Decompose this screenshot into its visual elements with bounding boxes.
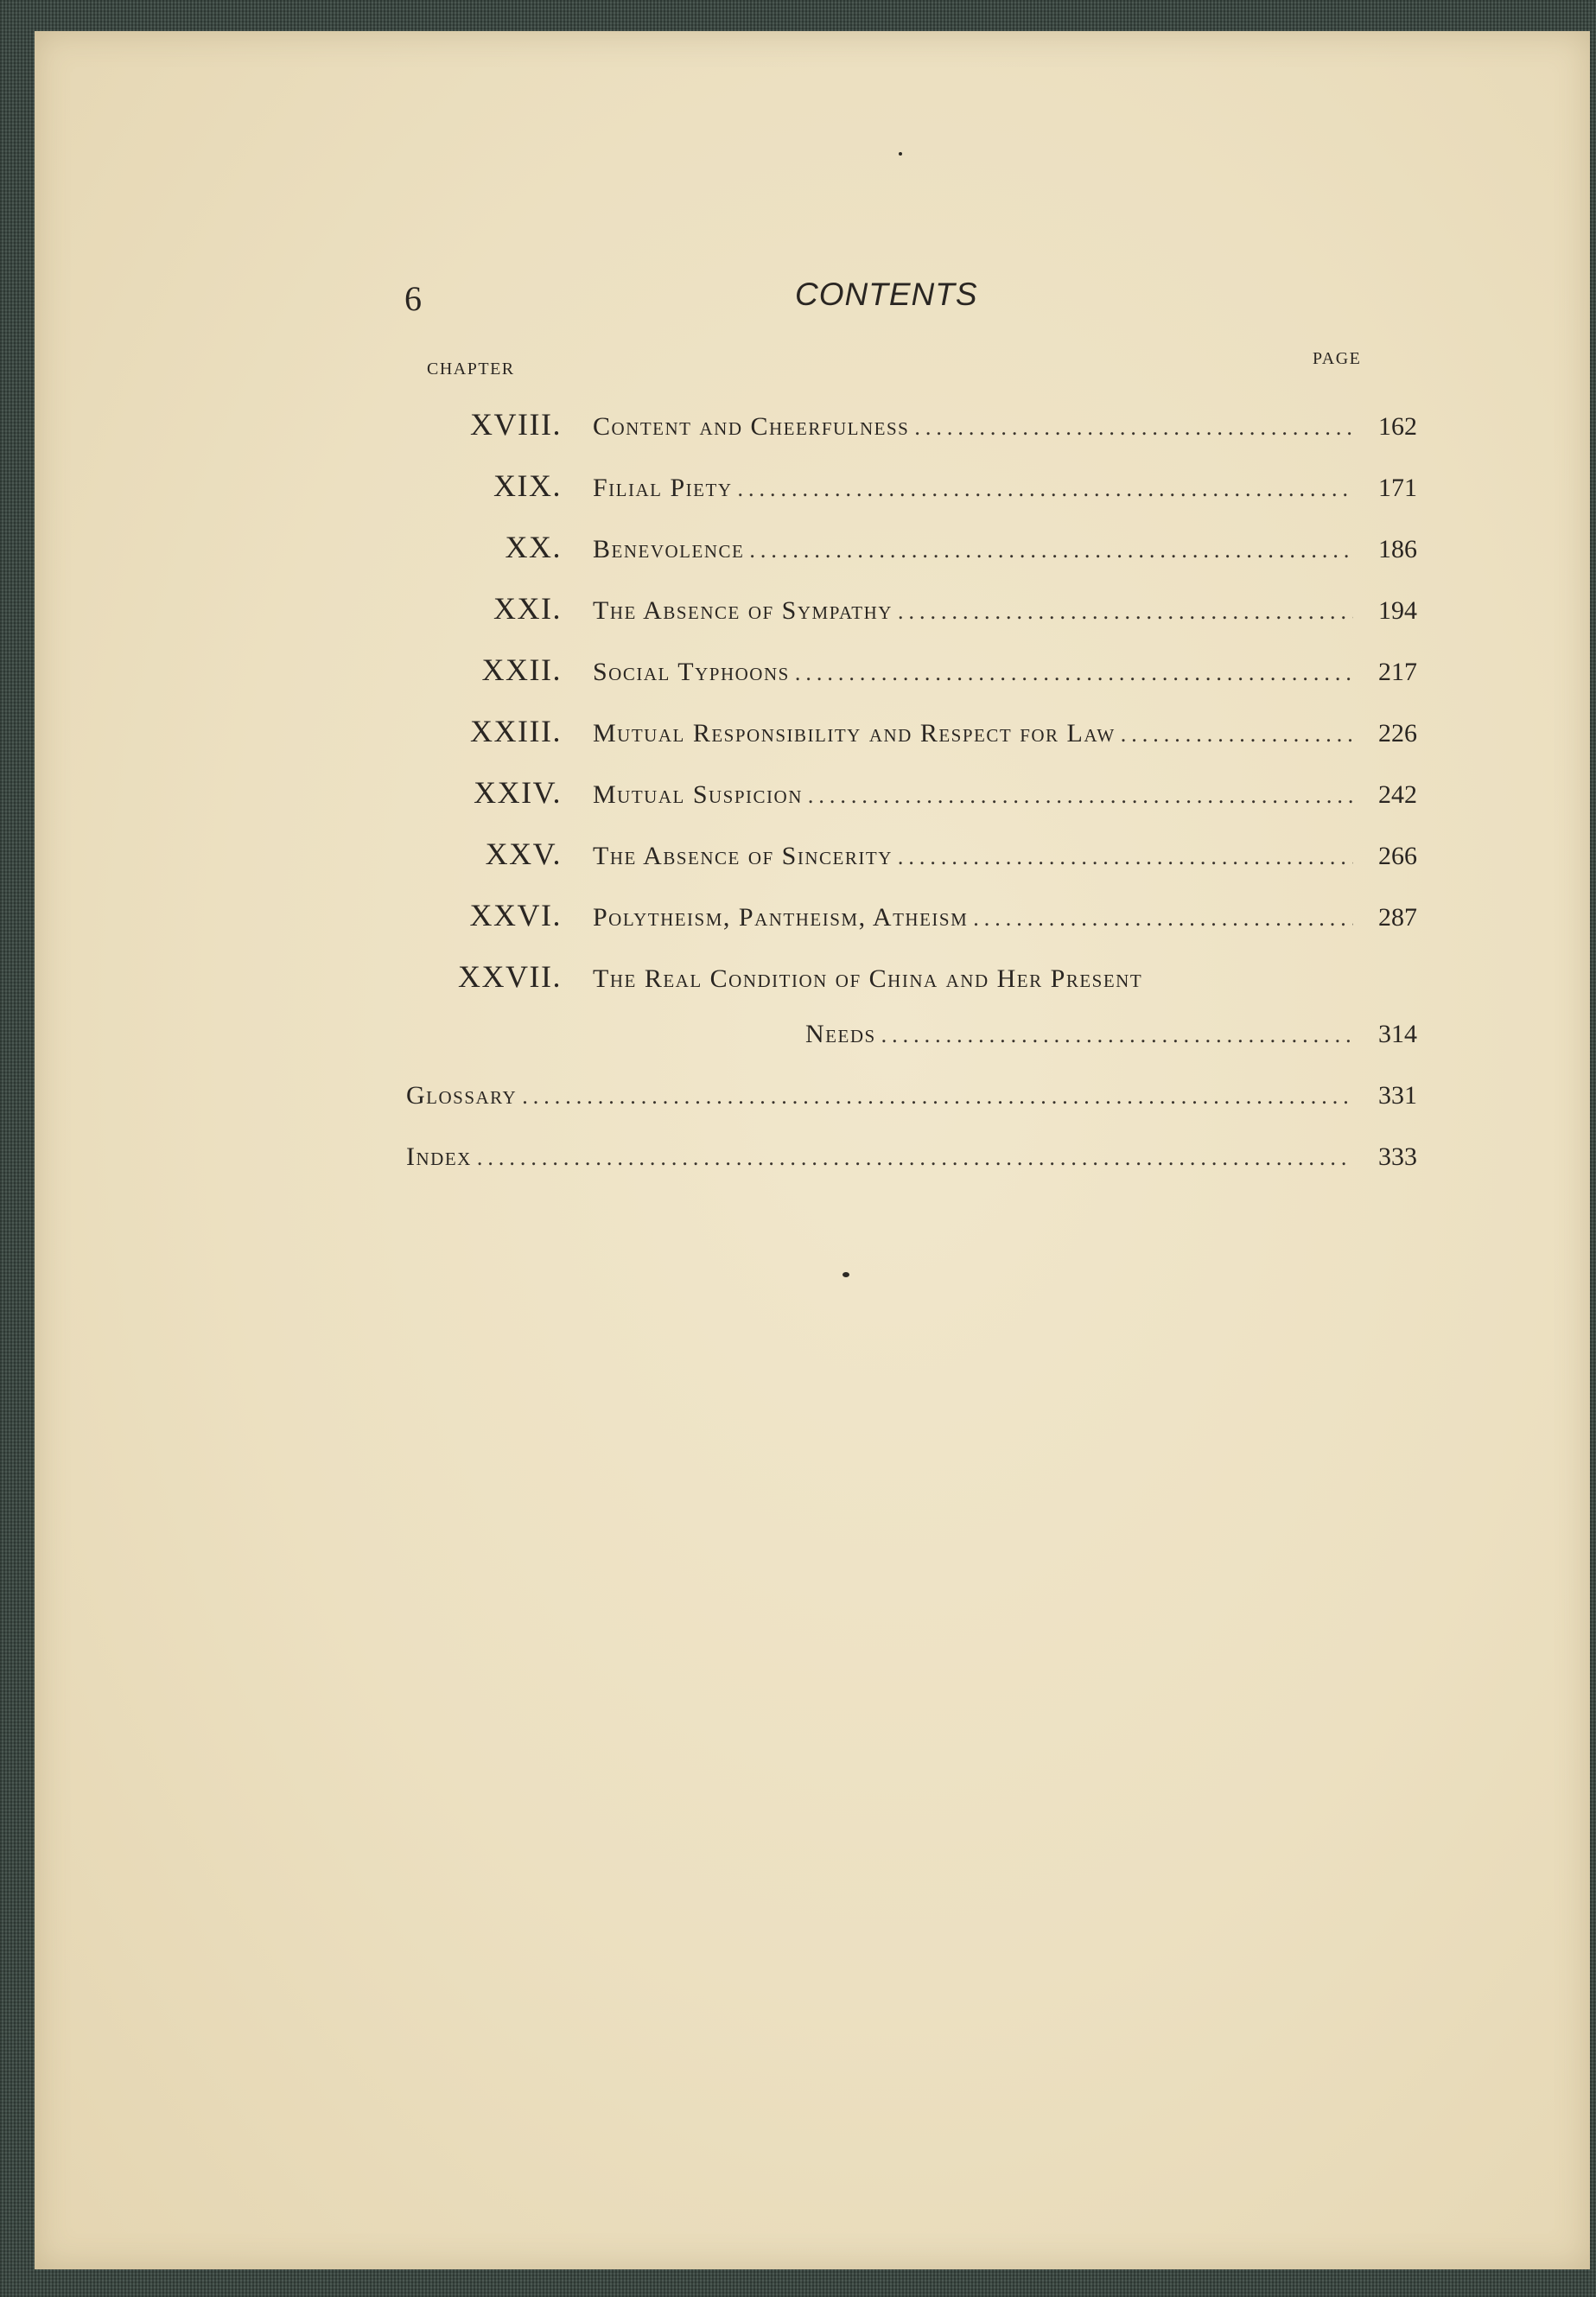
table-of-contents	[406, 406, 1417, 1204]
toc-entry-continuation	[406, 1020, 1417, 1081]
back-matter-title: Index	[406, 1142, 472, 1171]
dot-leader	[790, 660, 1353, 686]
dot-leader	[909, 415, 1353, 441]
back-matter-entry	[406, 1081, 1417, 1142]
page-ref: 162	[1378, 412, 1417, 441]
dot-leader	[744, 538, 1353, 563]
toc-entry	[406, 406, 1417, 468]
back-matter-title: Glossary	[406, 1081, 518, 1110]
dot-leader	[968, 906, 1353, 932]
paper-speck	[899, 152, 902, 156]
page-number: 6	[404, 279, 422, 318]
toc-entry	[406, 529, 1417, 590]
chapter-title: Benevolence	[593, 535, 745, 563]
chapter-numeral: XXIII.	[470, 714, 562, 748]
dot-leader	[1116, 722, 1353, 748]
dot-leader	[893, 844, 1353, 870]
toc-entry	[406, 897, 1417, 958]
chapter-title: Social Typhoons	[593, 658, 790, 686]
page-ref: 266	[1378, 842, 1417, 870]
page-ref: 186	[1378, 535, 1417, 563]
ink-speck	[843, 1272, 849, 1277]
dot-leader	[733, 476, 1354, 502]
chapter-title: Filial Piety	[593, 474, 733, 502]
chapter-numeral: XXV.	[485, 837, 562, 871]
chapter-title: Polytheism, Pantheism, Atheism	[593, 903, 969, 932]
chapter-title: The Absence of Sincerity	[593, 842, 893, 870]
dot-leader	[876, 1022, 1353, 1048]
dot-leader	[472, 1145, 1353, 1171]
page-column-label: PAGE	[1313, 349, 1362, 368]
chapter-numeral: XIX.	[493, 468, 562, 503]
page-ref: 314	[1378, 1020, 1417, 1048]
dot-leader	[517, 1084, 1353, 1110]
chapter-column-label: CHAPTER	[427, 360, 515, 379]
chapter-title: Mutual Suspicion	[593, 780, 803, 809]
page-ref: 171	[1378, 474, 1417, 502]
chapter-numeral: XXIV.	[474, 775, 562, 810]
dot-leader	[893, 599, 1353, 625]
toc-entry	[406, 958, 1417, 1020]
toc-entry	[406, 713, 1417, 774]
toc-entry	[406, 590, 1417, 652]
chapter-numeral: XXVI.	[469, 898, 562, 932]
chapter-numeral: XX.	[505, 530, 562, 564]
chapter-numeral: XXVII.	[458, 959, 562, 994]
page-ref: 331	[1378, 1081, 1417, 1110]
chapter-numeral: XXI.	[493, 591, 562, 626]
page-ref: 242	[1378, 780, 1417, 809]
page-ref: 194	[1378, 596, 1417, 625]
chapter-numeral: XVIII.	[470, 407, 562, 442]
chapter-title: Content and Cheerfulness	[593, 412, 910, 441]
back-matter-entry	[406, 1142, 1417, 1204]
chapter-numeral: XXII.	[481, 652, 562, 687]
toc-entry	[406, 774, 1417, 836]
dot-leader	[803, 783, 1353, 809]
toc-entry	[406, 836, 1417, 897]
page-ref: 217	[1378, 658, 1417, 686]
toc-entry	[406, 652, 1417, 713]
page-ref: 226	[1378, 719, 1417, 748]
chapter-title: The Absence of Sympathy	[593, 596, 893, 625]
chapter-title: Mutual Responsibility and Respect for Law	[593, 719, 1116, 748]
running-head: CONTENTS	[795, 277, 978, 312]
chapter-title: The Real Condition of China and Her Present	[593, 964, 1143, 993]
page-ref: 287	[1378, 903, 1417, 932]
chapter-title-continued: Needs	[805, 1020, 876, 1048]
toc-entry	[406, 468, 1417, 529]
page-ref: 333	[1378, 1142, 1417, 1171]
